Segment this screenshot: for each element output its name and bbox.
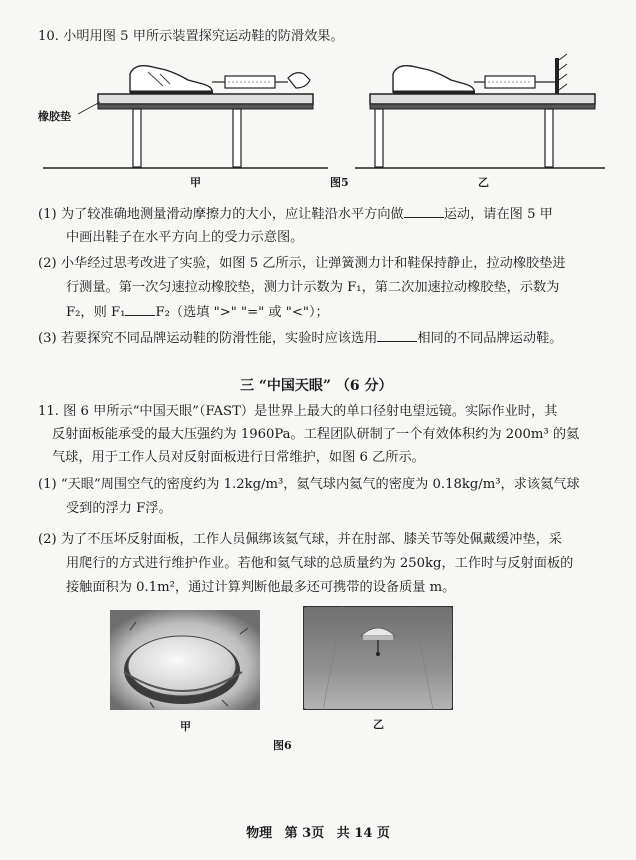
rubber-pad-jia (98, 94, 313, 104)
fig5-yi-caption: 乙 (478, 176, 489, 189)
footer-subject: 物理 (246, 826, 273, 841)
figure-6-yi-balloon-photo (303, 606, 453, 710)
q11-part1-line2: 受到的浮力 F浮。 (66, 501, 172, 516)
q11-line3: 气球，用于工作人员对反射面板进行日常维护，如图 6 乙所示。 (52, 450, 425, 465)
q10-part2-line1: (2) 小华经过思考改进了实验，如图 5 乙所示，让弹簧测力计和鞋保持静止，拉动橡胶垫进 (38, 256, 566, 271)
footer-total: 共 14 页 (336, 826, 390, 841)
q10-part1-line2: 中画出鞋子在水平方向上的受力示意图。 (66, 230, 304, 245)
q10-part2-line2: 行测量。第一次匀速拉动橡胶垫，测力计示数为 F₁，第二次加速拉动橡胶垫，示数为 (66, 280, 560, 295)
shoe-yi (393, 66, 475, 92)
q11-part2-line2: 用爬行的方式进行维护作业。若他和氦气球的总质量约为 250kg，工作时与反射面板的 (66, 556, 574, 571)
section-3-title: 三 “中国天眼” （6 分） (240, 378, 393, 394)
fig6-yi-caption: 乙 (373, 718, 384, 731)
figure-5-jia (38, 52, 328, 172)
fig6-caption: 图6 (273, 739, 292, 752)
hand-jia (288, 73, 310, 88)
shoe-jia (130, 66, 213, 92)
q10-part2-line3: F₂，则 F₁ F₂（选填 ">" "=" 或 "<"）； (66, 305, 329, 320)
q11-part2-line3: 接触面积为 0.1m²，通过计算判断他最多还可携带的设备质量 m。 (66, 580, 456, 595)
q11-line1: 11. 图 6 甲所示“中国天眼”（FAST）是世界上最大的单口径射电望远镜。实际作业时，其 (38, 404, 558, 419)
q10-part3: (3) 若要探究不同品牌运动鞋的防滑性能，实验时应该选用 相同的不同品牌运动鞋。 (38, 331, 563, 346)
fig5-jia-caption: 甲 (190, 176, 201, 189)
rubber-pad-yi (370, 94, 595, 104)
q11-part2-line1: (2) 为了不压坏反射面板，工作人员佩绑该氦气球，并在肘部、膝关节等处佩戴缓冲垫，采 (38, 532, 562, 547)
answer-blank-control[interactable] (377, 329, 417, 342)
q10-stem: 10. 小明用图 5 甲所示装置探究运动鞋的防滑效果。 (38, 29, 344, 44)
answer-blank-compare[interactable] (125, 303, 155, 316)
rubber-pad-label: 橡胶垫 (38, 110, 71, 123)
q11-part1-line1: (1) “天眼”周围空气的密度约为 1.2kg/m³，氦气球内氦气的密度为 0.18kg/m³，求该氦气球 (38, 477, 580, 492)
q10-part1-line1: (1) 为了较准确地测量滑动摩擦力的大小，应让鞋沿水平方向做 运动，请在图 5 甲 (38, 207, 553, 222)
q11-line2: 反射面板能承受的最大压强约为 1960Pa。工程团队研制了一个有效体积约为 200m³ 的氦 (52, 427, 580, 442)
spring-scale-yi (485, 76, 555, 88)
fig6-jia-caption: 甲 (180, 720, 191, 733)
figure-6-jia-fast-photo (110, 610, 260, 710)
answer-blank-motion[interactable] (404, 205, 444, 218)
fig5-caption: 图5 (330, 176, 349, 189)
page-footer (0, 822, 636, 841)
figure-5-yi (355, 52, 605, 172)
footer-page: 第 3页 (284, 826, 325, 841)
spring-scale-jia (225, 76, 288, 88)
